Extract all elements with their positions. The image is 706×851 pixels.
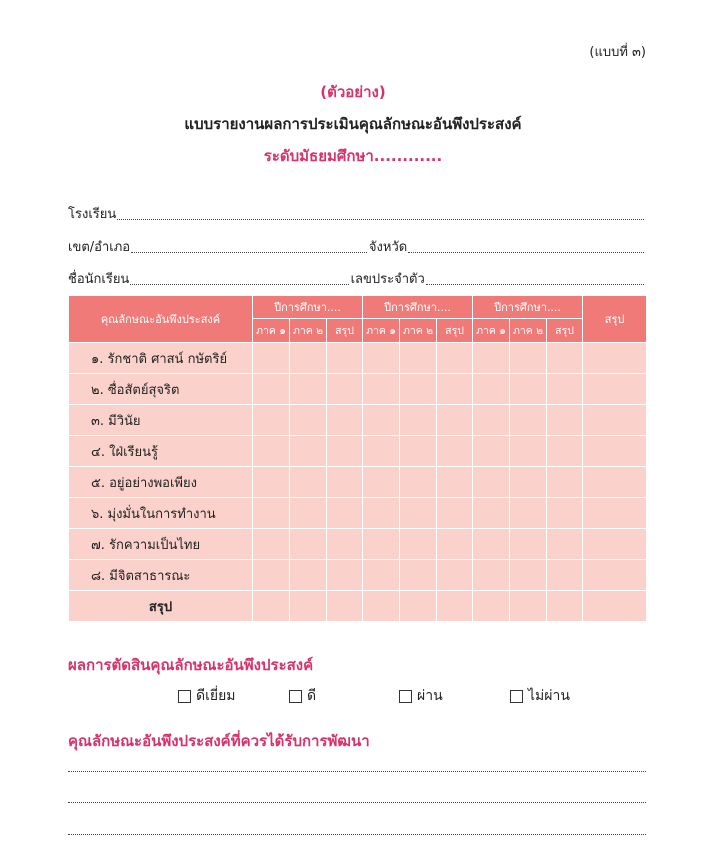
score-cell[interactable] (400, 467, 437, 498)
score-cell[interactable] (290, 343, 327, 374)
score-cell[interactable] (253, 498, 290, 529)
trait-name: ๕. อยู่อย่างพอเพียง (69, 467, 253, 498)
trait-name: ๑. รักชาติ ศาสน์ กษัตริย์ (69, 343, 253, 374)
score-cell[interactable] (583, 529, 647, 560)
score-cell[interactable] (290, 436, 327, 467)
score-cell[interactable] (363, 560, 400, 591)
score-cell[interactable] (547, 529, 583, 560)
score-cell[interactable] (253, 467, 290, 498)
score-cell[interactable] (437, 560, 473, 591)
school-label: โรงเรียน (68, 207, 117, 222)
score-cell[interactable] (253, 374, 290, 405)
checkbox-icon[interactable] (289, 690, 302, 703)
student-name-field[interactable] (130, 283, 348, 285)
score-cell[interactable] (400, 343, 437, 374)
score-cell[interactable] (583, 591, 647, 622)
score-cell[interactable] (547, 436, 583, 467)
form-code: (แบบที่ ๓) (589, 45, 646, 60)
score-cell[interactable] (363, 529, 400, 560)
score-cell[interactable] (327, 343, 363, 374)
score-cell[interactable] (290, 405, 327, 436)
score-cell[interactable] (547, 498, 583, 529)
example-title: (ตัวอย่าง) (320, 83, 386, 101)
term2-header: ภาค ๒ (510, 319, 547, 343)
term1-header: ภาค ๑ (473, 319, 510, 343)
term1-header: ภาค ๑ (363, 319, 400, 343)
trait-header: คุณลักษณะอันพึงประสงค์ (69, 296, 253, 343)
score-cell[interactable] (253, 405, 290, 436)
option-good[interactable] (289, 685, 316, 707)
table-row (69, 405, 647, 436)
score-cell[interactable] (583, 343, 647, 374)
table-row (69, 498, 647, 529)
summary-row (69, 591, 647, 622)
trait-name: ๒. ซื่อสัตย์สุจริต (69, 374, 253, 405)
score-cell[interactable] (583, 498, 647, 529)
term-summary-header: สรุป (547, 319, 583, 343)
score-cell[interactable] (547, 405, 583, 436)
score-cell[interactable] (290, 560, 327, 591)
score-cell[interactable] (437, 529, 473, 560)
score-cell[interactable] (400, 374, 437, 405)
table-row (69, 560, 647, 591)
score-cell[interactable] (327, 436, 363, 467)
score-cell[interactable] (327, 405, 363, 436)
score-cell[interactable] (363, 436, 400, 467)
trait-name: ๗. รักความเป็นไทย (69, 529, 253, 560)
assessment-table (68, 295, 647, 622)
score-cell[interactable] (437, 405, 473, 436)
term2-header: ภาค ๒ (400, 319, 437, 343)
checkbox-icon[interactable] (399, 690, 412, 703)
score-cell[interactable] (400, 591, 437, 622)
score-cell[interactable] (327, 560, 363, 591)
score-cell[interactable] (547, 467, 583, 498)
score-cell[interactable] (510, 405, 547, 436)
score-cell[interactable] (290, 591, 327, 622)
score-cell[interactable] (510, 436, 547, 467)
score-cell[interactable] (327, 498, 363, 529)
score-cell[interactable] (437, 498, 473, 529)
term-summary-header: สรุป (327, 319, 363, 343)
score-cell[interactable] (400, 405, 437, 436)
development-line[interactable] (68, 770, 646, 772)
score-cell[interactable] (473, 591, 510, 622)
score-cell[interactable] (363, 498, 400, 529)
table-row (69, 436, 647, 467)
score-cell[interactable] (583, 436, 647, 467)
student-id-label: เลขประจำตัว (350, 272, 425, 287)
option-pass[interactable] (399, 685, 443, 707)
score-cell[interactable] (363, 343, 400, 374)
score-cell[interactable] (290, 498, 327, 529)
district-row (68, 235, 646, 257)
score-cell[interactable] (473, 467, 510, 498)
score-cell[interactable] (290, 529, 327, 560)
table-row (69, 374, 647, 405)
level-title: ระดับมัธยมศึกษา............ (263, 147, 443, 165)
district-label: เขต/อำเภอ (68, 240, 131, 255)
score-cell[interactable] (547, 591, 583, 622)
score-cell[interactable] (473, 405, 510, 436)
score-cell[interactable] (547, 374, 583, 405)
score-cell[interactable] (437, 374, 473, 405)
school-field[interactable] (117, 218, 644, 220)
score-cell[interactable] (583, 467, 647, 498)
score-cell[interactable] (473, 498, 510, 529)
score-cell[interactable] (473, 436, 510, 467)
score-cell[interactable] (327, 467, 363, 498)
score-cell[interactable] (253, 343, 290, 374)
school-row (68, 202, 646, 224)
checkbox-icon[interactable] (510, 690, 523, 703)
score-cell[interactable] (510, 529, 547, 560)
score-cell[interactable] (253, 560, 290, 591)
score-cell[interactable] (253, 591, 290, 622)
table-row (69, 467, 647, 498)
score-cell[interactable] (510, 498, 547, 529)
trait-name: ๔. ใฝ่เรียนรู้ (69, 436, 253, 467)
year-header: ปีการศึกษา.... (363, 296, 473, 319)
term-summary-header: สรุป (437, 319, 473, 343)
score-cell[interactable] (547, 343, 583, 374)
summary-header: สรุป (583, 296, 647, 343)
score-cell[interactable] (327, 529, 363, 560)
score-cell[interactable] (510, 560, 547, 591)
score-cell[interactable] (473, 529, 510, 560)
score-cell[interactable] (473, 374, 510, 405)
option-fail[interactable] (510, 685, 570, 707)
score-cell[interactable] (547, 560, 583, 591)
table-row (69, 529, 647, 560)
score-cell[interactable] (510, 374, 547, 405)
development-title: คุณลักษณะอันพึงประสงค์ที่ควรได้รับการพัฒนา (68, 732, 370, 750)
year-header: ปีการศึกษา.... (253, 296, 363, 319)
score-cell[interactable] (583, 560, 647, 591)
score-cell[interactable] (583, 405, 647, 436)
district-field[interactable] (131, 251, 367, 253)
score-cell[interactable] (327, 374, 363, 405)
score-cell[interactable] (437, 591, 473, 622)
score-cell[interactable] (400, 560, 437, 591)
term1-header: ภาค ๑ (253, 319, 290, 343)
province-label: จังหวัด (368, 240, 408, 255)
development-line[interactable] (68, 801, 646, 803)
option-label: ผ่าน (417, 688, 443, 704)
table-row (69, 343, 647, 374)
term2-header: ภาค ๒ (290, 319, 327, 343)
score-cell[interactable] (400, 498, 437, 529)
score-cell[interactable] (583, 374, 647, 405)
score-cell[interactable] (290, 467, 327, 498)
score-cell[interactable] (473, 343, 510, 374)
summary-row-label: สรุป (69, 591, 253, 622)
year-header: ปีการศึกษา.... (473, 296, 583, 319)
score-cell[interactable] (400, 529, 437, 560)
checkbox-icon[interactable] (178, 690, 191, 703)
score-cell[interactable] (510, 467, 547, 498)
score-cell[interactable] (290, 374, 327, 405)
score-cell[interactable] (437, 343, 473, 374)
score-cell[interactable] (437, 436, 473, 467)
score-cell[interactable] (363, 467, 400, 498)
score-cell[interactable] (400, 436, 437, 467)
judgement-title: ผลการตัดสินคุณลักษณะอันพึงประสงค์ (68, 656, 314, 674)
score-cell[interactable] (363, 591, 400, 622)
score-cell[interactable] (473, 560, 510, 591)
score-cell[interactable] (437, 467, 473, 498)
score-cell[interactable] (510, 343, 547, 374)
score-cell[interactable] (327, 591, 363, 622)
score-cell[interactable] (363, 405, 400, 436)
page-title: แบบรายงานผลการประเมินคุณลักษณะอันพึงประสงค์ (184, 115, 522, 133)
trait-name: ๖. มุ่งมั่นในการทำงาน (69, 498, 253, 529)
score-cell[interactable] (253, 436, 290, 467)
student-name-label: ชื่อนักเรียน (68, 272, 130, 287)
trait-name: ๓. มีวินัย (69, 405, 253, 436)
student-row (68, 267, 646, 289)
score-cell[interactable] (363, 374, 400, 405)
development-line[interactable] (68, 833, 646, 835)
trait-name: ๘. มีจิตสาธารณะ (69, 560, 253, 591)
score-cell[interactable] (510, 591, 547, 622)
score-cell[interactable] (253, 529, 290, 560)
student-id-field[interactable] (426, 283, 644, 285)
province-field[interactable] (408, 251, 644, 253)
option-label: ดีเยี่ยม (196, 688, 236, 704)
option-label: ไม่ผ่าน (528, 688, 570, 704)
option-label: ดี (307, 688, 317, 704)
option-excellent[interactable] (178, 685, 236, 707)
